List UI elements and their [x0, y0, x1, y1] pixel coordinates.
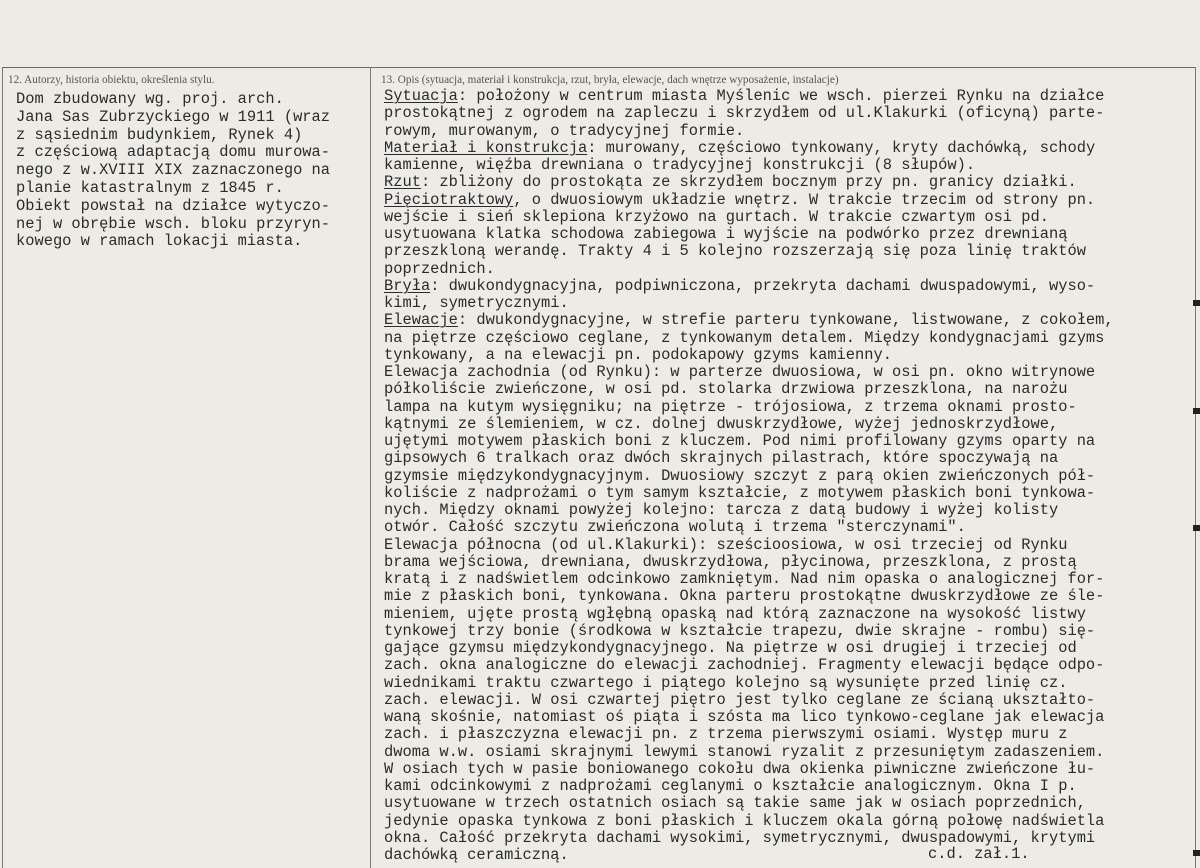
section-12-text: [16, 91, 368, 251]
line-text: usytuowane w trzech ostatnich osiach są takie same jak w osiach poprzednich,: [384, 794, 1086, 813]
line-text: Elewacja zachodnia (od Rynku): w parterze dwuosiowa, w osi pn. okno witrynowe: [384, 363, 1096, 381]
text-line: [384, 174, 1194, 191]
text-line: [384, 692, 1194, 709]
line-text: : murowany, częściowo tynkowany, kryty dachówką, schody: [587, 138, 1096, 157]
edge-mark: [1193, 525, 1200, 531]
line-text: wiednikami traktu czwartego i piątego kolejno są wysunięte przed linię cz.: [384, 673, 1068, 692]
text-line: [384, 364, 1194, 381]
text-line: [384, 209, 1194, 226]
line-text: : dwukondygnacyjne, w strefie parteru tynkowane, listwowane, z cokołem,: [457, 311, 1114, 330]
text-line: [384, 726, 1194, 743]
line-text: jedynie opaska tynkowa z boni płaskich i kluczem okala górną połowę nadświetla: [384, 811, 1105, 830]
text-line: [384, 278, 1194, 295]
text-line: [384, 312, 1194, 329]
text-line: [384, 657, 1194, 674]
text-line: [384, 433, 1194, 450]
line-text: nych. Między oknami powyżej kolejno: tarcza z datą budowy i wyżej kolisty: [384, 501, 1059, 519]
line-text: gzymsie międzykondygnacyjnym. Dwuosiowy szczyt z parą okien zwieńczonych pół-: [384, 466, 1096, 485]
text-line: kowego w ramach lokacji miasta.: [16, 232, 303, 251]
text-line: [384, 519, 1194, 536]
section-term: Rzut: [384, 173, 421, 192]
line-text: na piętrze częściowo ceglane, z tynkowanym detalem. Między kondygnacjami gzyms: [384, 328, 1105, 347]
text-line: planie katastralnym z 1845 r.: [16, 178, 284, 197]
text-line: [384, 640, 1194, 657]
text-line: [384, 450, 1194, 467]
text-line: Obiekt powstał na działce wytyczo-: [16, 196, 331, 215]
edge-mark: [1193, 850, 1200, 856]
line-text: rowym, murowanym, o tradycyjnej formie.: [384, 121, 745, 140]
text-line: [384, 554, 1194, 571]
line-text: zach. i płaszczyzna elewacji pn. z trzema pierwszymi osiami. Występ muru z: [384, 725, 1068, 744]
line-text: zach. elewacji. W osi czwartej piętro jest tylko ceglane ze ścianą ukształto-: [384, 690, 1096, 709]
text-line: nego z w.XVIII XIX zaznaczonego na: [16, 161, 331, 180]
line-text: poprzednich.: [384, 259, 495, 278]
text-line: [384, 123, 1194, 140]
text-line: [384, 502, 1194, 519]
line-text: brama wejściowa, drewniana, dwuskrzydłowa, płycinowa, przeszklona, z prostą: [384, 552, 1077, 571]
text-line: Jana Sas Zubrzyckiego w 1911 (wraz: [16, 107, 331, 126]
line-text: dachówką ceramiczną.: [384, 846, 569, 864]
text-line: [384, 537, 1194, 554]
section-term: Pięciotraktowy: [384, 190, 514, 209]
line-text: tynkowej trzy bonie (środkowa w kształcie trapezu, dwie skrajne - rombu) się-: [384, 621, 1096, 640]
line-text: : dwukondygnacyjna, podpiwniczona, przekryta dachami dwuspadowymi, wyso-: [430, 276, 1096, 295]
continuation-note: c.d. zał.1.: [928, 845, 1030, 863]
line-text: kimi, symetrycznymi.: [384, 294, 569, 312]
text-line: [384, 675, 1194, 692]
line-text: kratą i z nadświetlem odcinkowo zamkniętym. Nad nim opaska o analogicznej for-: [384, 570, 1105, 588]
section-13-text: [384, 88, 1194, 864]
text-line: [384, 744, 1194, 761]
left-border: [2, 67, 3, 868]
line-text: półkoliście zwieńczone, w osi pd. stolarka drzwiowa przeszklona, na narożu: [384, 380, 1068, 399]
text-line: [384, 243, 1194, 260]
line-text: otwór. Całość szczytu zwieńczona wolutą i trzema "sterczynami".: [384, 518, 966, 537]
line-text: Elewacja północna (od ul.Klakurki): sześcioosiowa, w osi trzeciej od Rynku: [384, 535, 1068, 554]
line-text: tynkowany, a na elewacji pn. podokapowy gzyms kamienny.: [384, 345, 892, 364]
line-text: waną skośnie, natomiast oś piąta i szósta ma lico tynkowo-ceglane jak elewacja: [384, 708, 1105, 726]
text-line: Dom zbudowany wg. proj. arch.: [16, 90, 284, 108]
line-text: , o dwuosiowym układzie wnętrz. W trakcie trzecim od strony pn.: [513, 190, 1096, 209]
text-line: [384, 571, 1194, 588]
text-line: [384, 192, 1194, 209]
section-13-heading: 13. Opis (sytuacja, materiał i konstrukcja, rzut, bryła, elewacje, dach wnętrze wyposażenie, instalacje): [381, 74, 839, 86]
text-line: [384, 468, 1194, 485]
text-line: [384, 88, 1194, 105]
line-text: usytuowana klatka schodowa zabiegowa i wyjście na podwórko przez drewnianą: [384, 225, 1068, 243]
text-line: [384, 416, 1194, 433]
section-term: Sytuacja: [384, 87, 458, 105]
line-text: mie z płaskich boni, tynkowana. Okna parteru prostokątne dwuskrzydłowe ze śle-: [384, 587, 1105, 606]
text-line: nej w obrębie wsch. bloku przyryn-: [16, 214, 331, 233]
column-divider: [370, 67, 371, 868]
section-term: Bryła: [384, 276, 431, 295]
text-line: [384, 761, 1194, 778]
section-12-heading: 12. Autorzy, historia obiektu, określenia stylu.: [8, 74, 215, 86]
line-text: W osiach tych w pasie boniowanego cokołu dwa okienka piwniczne zwieńczone łu-: [384, 759, 1096, 778]
right-border: [1195, 67, 1196, 868]
edge-mark: [1193, 300, 1200, 306]
text-line: [384, 330, 1194, 347]
text-line: [384, 778, 1194, 795]
text-line: [384, 295, 1194, 312]
section-term: Elewacje: [384, 311, 458, 330]
line-text: kami odcinkowymi z nadprożami ceglanymi o kształcie analogicznym. Okna I p.: [384, 777, 1077, 795]
text-line: [384, 847, 1194, 864]
text-line: [384, 709, 1194, 726]
line-text: kątnymi ze ślemieniem, w cz. dolnej dwuskrzydłowe, wyżej jednoskrzydłowe,: [384, 414, 1059, 433]
text-line: [384, 623, 1194, 640]
line-text: koliście z nadprożami o tym samym kształcie, z motywem płaskich boni tynkowa-: [384, 483, 1096, 502]
text-line: [384, 381, 1194, 398]
text-line: [384, 830, 1194, 847]
text-line: [384, 347, 1194, 364]
text-line: [384, 140, 1194, 157]
line-text: mieniem, ujęte prostą wgłębną opaską nad którą zaznaczone na wysokość listwy: [384, 604, 1086, 623]
line-text: dwoma w.w. osiami skrajnymi lewymi stanowi ryzalit z przesuniętym zadaszeniem.: [384, 742, 1105, 761]
text-line: [384, 813, 1194, 830]
text-line: [384, 485, 1194, 502]
text-line: [384, 157, 1194, 174]
line-text: zach. okna analogiczne do elewacji zachodniej. Fragmenty elewacji będące odpo-: [384, 656, 1105, 675]
line-text: gające gzymsu międzykondygnacyjnego. Na piętrze w osi drugiej i trzeciej od: [384, 639, 1077, 657]
line-text: okna. Całość przekryta dachami wysokimi, symetrycznymi, dwuspadowymi, krytymi: [384, 828, 1096, 847]
section-term: Materiał i konstrukcja: [384, 138, 588, 157]
line-text: : położony w centrum miasta Myślenic we wsch. pierzei Rynku na działce: [457, 87, 1105, 105]
text-line: [384, 105, 1194, 122]
line-text: wejście i sień sklepiona krzyżowo na gurtach. W trakcie czwartym osi pd.: [384, 207, 1049, 226]
text-line: z częściową adaptacją domu murowa-: [16, 143, 331, 162]
line-text: gipsowych 6 tralkach oraz dwóch skrajnych pilastrach, które spoczywają na: [384, 449, 1059, 468]
line-text: lampa na kutym wysięgniku; na piętrze - trójosiowa, z trzema oknami prosto-: [384, 397, 1077, 416]
text-line: [384, 261, 1194, 278]
line-text: : zbliżony do prostokąta ze skrzydłem bocznym przy pn. granicy działki.: [420, 173, 1077, 192]
text-line: [384, 226, 1194, 243]
line-text: przeszkloną werandę. Trakty 4 i 5 kolejno rozszerzają się poza linię traktów: [384, 242, 1086, 261]
line-text: ujętymi motywem płaskich boni z kluczem. Pod nimi profilowany gzyms oparty na: [384, 432, 1096, 450]
text-line: [384, 399, 1194, 416]
line-text: prostokątnej z ogrodem na zapleczu i skrzydłem od ul.Klakurki (oficyną) parte-: [384, 104, 1105, 123]
text-line: z sąsiednim budynkiem, Rynek 4): [16, 125, 303, 144]
top-rule: [2, 67, 1195, 68]
edge-mark: [1193, 408, 1200, 414]
text-line: [384, 588, 1194, 605]
text-line: [384, 795, 1194, 812]
text-line: [384, 606, 1194, 623]
line-text: kamienne, więźba drewniana o tradycyjnej konstrukcji (8 słupów).: [384, 156, 976, 174]
